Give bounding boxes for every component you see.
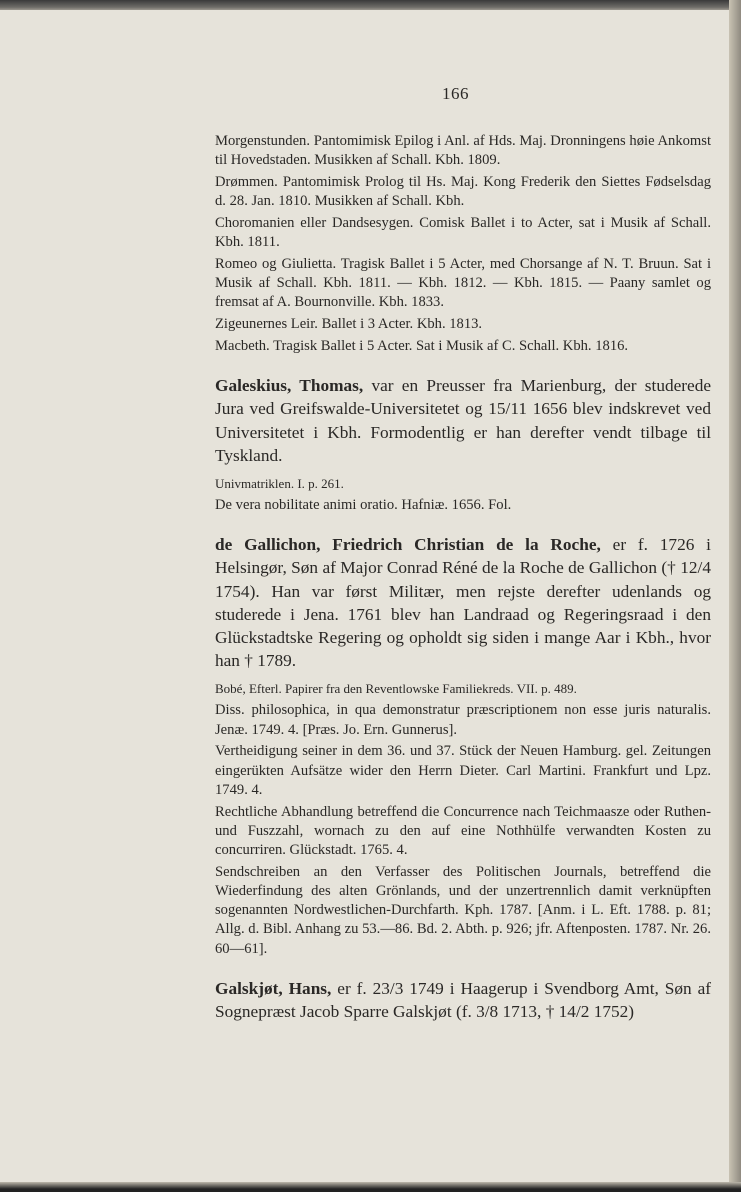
work-zigeunernes: Zigeunernes Leir. Ballet i 3 Acter. Kbh. 1813. bbox=[215, 316, 483, 333]
ref-univmatriklen: Univmatriklen. I. p. 261. bbox=[215, 476, 344, 492]
entry-body: var en Preusser fra Marienburg, der studerede Jura ved Greifswalde-Universitetet og 15/11 1656 blev indskrevet ved Universitetet i Kbh. Formodentlig er han derefter vendt tilbage til Tyskland. bbox=[215, 376, 712, 465]
entry-galskjot bbox=[215, 977, 711, 1023]
entry-name: Galskjøt, Hans, bbox=[215, 978, 332, 998]
ref-bobe: Bobé, Efterl. Papirer fra den Reventlowske Familiekreds. VII. p. 489. bbox=[215, 681, 577, 697]
work-diss-philosophica: Diss. philosophica, in qua demonstratur præscriptionem non esse juris naturalis. Jenæ. 1749. 4. [Præs. Jo. Ern. Gunnerus]. bbox=[215, 702, 711, 738]
work-romeo: Romeo og Giulietta. Tragisk Ballet i 5 Acter, med Chorsange af N. T. Bruun. Sat i Musik af Schall. Kbh. 1811. — Kbh. 1812. — Kbh. 1815. — Paany samlet og fremsat af A. Bournonville. Kbh. 1833. bbox=[215, 256, 711, 311]
work-sendschreiben: Sendschreiben an den Verfasser des Politischen Journals, betreffend die Wiederfindung des alten Grönlands, und der unzertrennlich damit verknüpften sogenannten Nordwestlichen-Durchfarth. Kph. 1787. [Anm. i L. Eft. 1788. p. 81; Allg. d. Bibl. Anhang zu 53.—86. Bd. 2. Abth. p. 926; jfr. Aftenposten. 1787. Nr. 26. 60—61]. bbox=[215, 863, 711, 957]
scan-right-edge bbox=[729, 0, 741, 1192]
entry-name: Galeskius, Thomas, bbox=[215, 376, 364, 396]
entry-name: de Gallichon, Friedrich Christian de la Roche, bbox=[215, 535, 601, 555]
page-number: 166 bbox=[442, 84, 469, 103]
entry-body: er f. 1726 i Helsingør, Søn af Major Conrad Réné de la Roche de Gallichon († 12/4 1754). Han var først Militær, men rejste derefter udenlands og studerede i Jena. 1761 blev han Landraad og Regeringsraad i den Glückstadtske Regering og opholdt sig siden i mange Aar i Kbh., hvor han † 1789. bbox=[215, 535, 711, 671]
work-choromanien: Choromanien eller Dandsesygen. Comisk Ballet i to Acter, sat i Musik af Schall. Kbh. 1811. bbox=[215, 215, 711, 251]
entry-gallichon bbox=[215, 533, 711, 672]
work-morgenstunden: Morgenstunden. Pantomimisk Epilog i Anl. af Hds. Maj. Dronningens høie Ankomst til Hovedstaden. Musikken af Schall. Kbh. 1809. bbox=[215, 133, 711, 169]
work-de-vera-nobilitate: De vera nobilitate animi oratio. Hafniæ. 1656. Fol. bbox=[215, 497, 512, 514]
entry-galeskius bbox=[215, 374, 711, 467]
work-macbeth: Macbeth. Tragisk Ballet i 5 Acter. Sat i Musik af C. Schall. Kbh. 1816. bbox=[215, 338, 629, 354]
page-text bbox=[215, 132, 711, 1031]
work-drommen: Drømmen. Pantomimisk Prolog til Hs. Maj. Kong Frederik den Siettes Fødselsdag d. 28. Jan. 1810. Musikken af Schall. Kbh. bbox=[215, 174, 711, 210]
work-vertheidigung: Vertheidigung seiner in dem 36. und 37. Stück der Neuen Hamburg. gel. Zeitungen eingerükten Aufsätze wider den Herrn Dieter. Carl Martini. Frankfurt und Lpz. 1749. 4. bbox=[215, 743, 711, 798]
scan-bottom-edge bbox=[0, 1182, 741, 1192]
entry-body: er f. 23/3 1749 i Haagerup i Svendborg Amt, Søn af Sognepræst Jacob Sparre Galskjøt (f. 3/8 1713, † 14/2 1752) bbox=[215, 978, 712, 1022]
work-rechtliche-abhandlung: Rechtliche Abhandlung betreffend die Concurrence nach Teichmaasze oder Ruthen- und Fuszzahl, wornach zu den auf eine Nothhülfe verwandten Kosten zu concurriren. Glückstadt. 1765. 4. bbox=[215, 803, 711, 859]
